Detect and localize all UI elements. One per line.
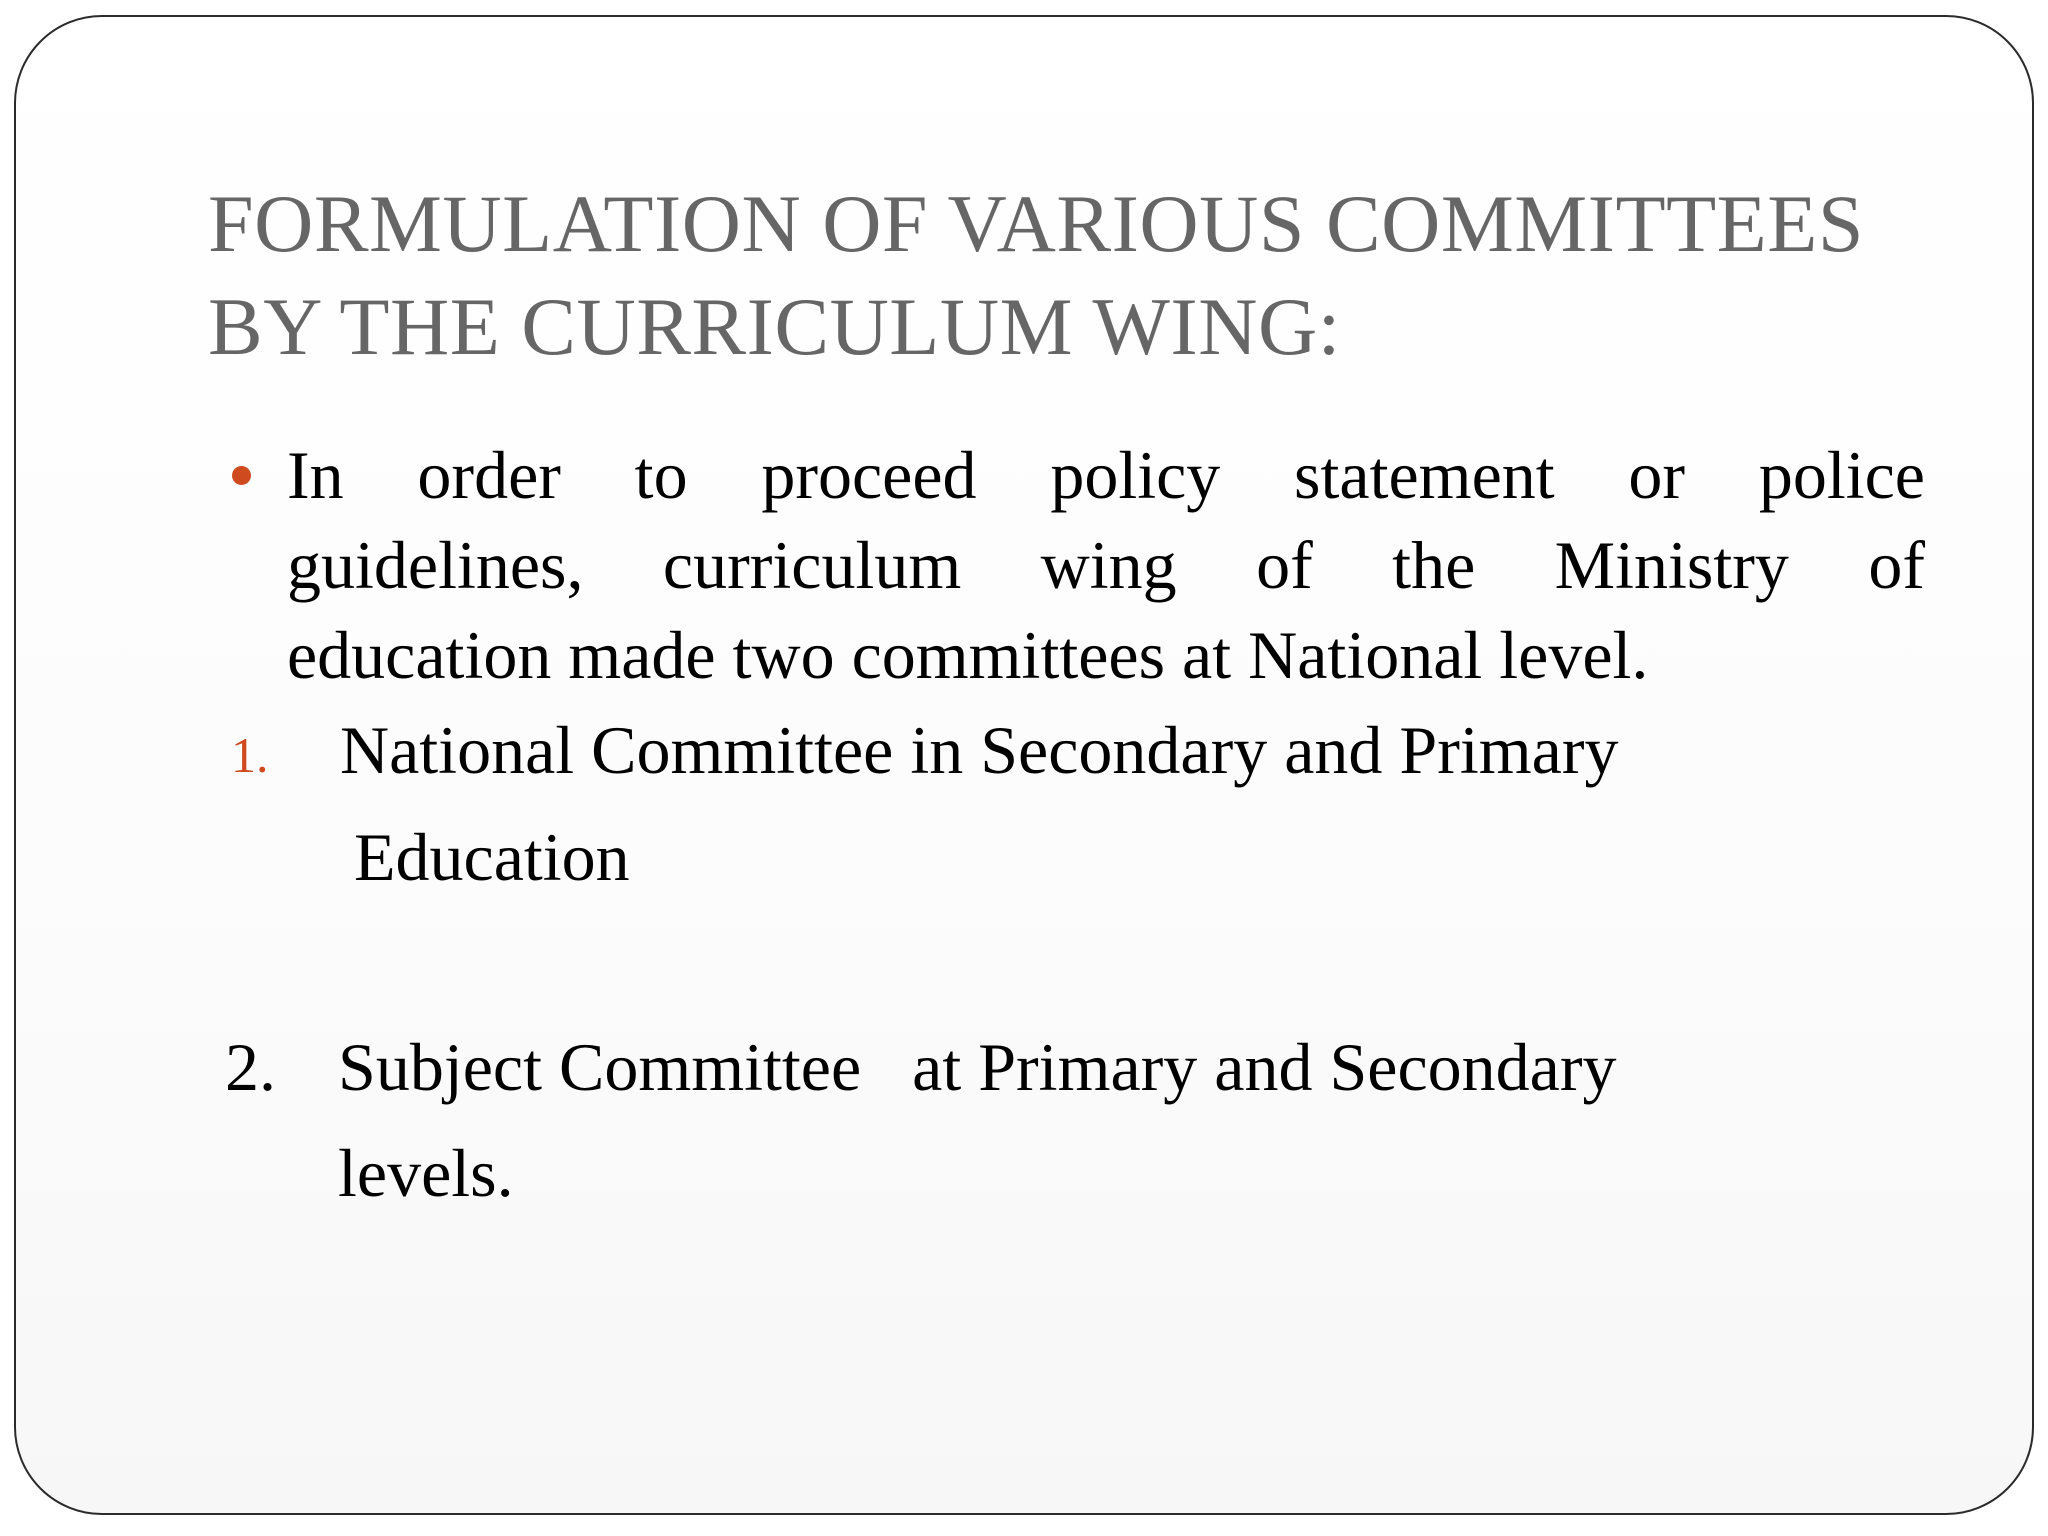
- slide-title: [208, 172, 1948, 378]
- bullet-text-line-3: education made two committees at National level.: [287, 617, 1649, 693]
- list-item-2-number: 2.: [225, 1029, 276, 1105]
- bullet-text-line-1: In order to proceed policy statement or police: [287, 437, 1925, 513]
- list-item-1-line-2: Education: [354, 819, 630, 895]
- slide-title-line-1: FORMULATION OF VARIOUS COMMITTEES: [208, 178, 1864, 269]
- bullet-text-line-2: guidelines, curriculum wing of the Ministry of: [287, 527, 1925, 603]
- list-item-1-number: 1.: [231, 727, 269, 783]
- bullet-text: [287, 430, 1925, 700]
- list-item-2-line-1: Subject Committee at Primary and Secondary: [338, 1029, 1617, 1105]
- list-item-1-line-1: National Committee in Secondary and Primary: [340, 712, 1619, 788]
- list-item-2-line-2: levels.: [338, 1135, 514, 1211]
- slide-title-line-2: BY THE CURRICULUM WING:: [208, 281, 1341, 372]
- bullet-dot-icon: [232, 466, 251, 485]
